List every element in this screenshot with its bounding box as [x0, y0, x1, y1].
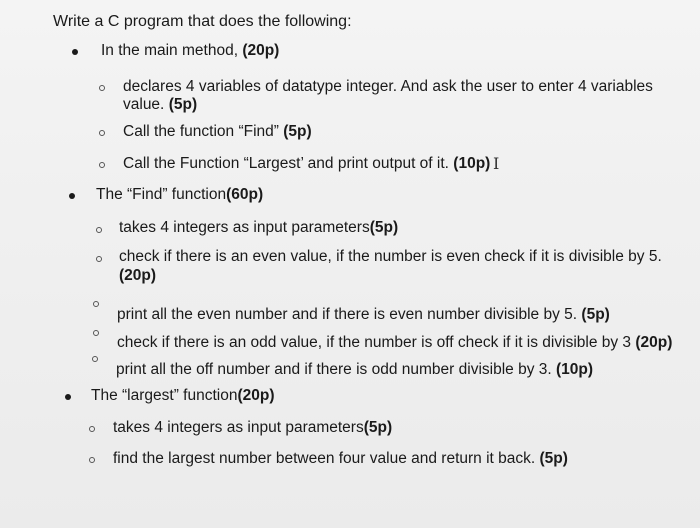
item-text: print all the off number and if there is odd number divisible by 3. — [116, 361, 552, 378]
section-largest-function-heading — [91, 385, 275, 406]
main-bullet-3 — [65, 394, 71, 400]
item-text: takes 4 integers as input parameters — [113, 419, 364, 436]
points-label: (10p) — [556, 361, 594, 378]
item-text: takes 4 integers as input parameters — [119, 219, 370, 236]
points-label: (5p) — [283, 123, 312, 140]
main-bullet-2 — [69, 193, 75, 199]
item-text: print all the even number and if there is even number divisible by 5. — [117, 306, 578, 323]
points-label: (5p) — [581, 306, 610, 323]
sub-bullet — [96, 256, 102, 262]
sub-bullet — [93, 330, 99, 336]
section-main-method-heading — [101, 40, 279, 61]
points-label: (5p) — [363, 419, 393, 436]
item-text: value. — [123, 96, 165, 113]
item-call-largest — [123, 153, 490, 174]
item-call-find — [123, 121, 312, 142]
sub-bullet — [93, 301, 99, 307]
points-label: (5p) — [168, 96, 198, 113]
heading-text: The “largest” function — [91, 387, 238, 404]
points-label: (10p) — [453, 155, 491, 172]
item-text: Call the function “Find” — [123, 123, 279, 140]
sub-bullet — [99, 130, 105, 136]
item-text: Call the Function “Largest’ and print output of it. — [123, 155, 449, 172]
item-text: check if there is an odd value, if the number is off check if it is divisible by 3 — [117, 334, 632, 351]
item-check-odd — [117, 332, 672, 353]
heading-text: The “Find” function — [96, 186, 227, 203]
item-largest-inputs — [113, 417, 392, 438]
item-check-even-line1: check if there is an even value, if the number is even check if it is divisible by 5. — [119, 248, 662, 265]
heading-text: In the main method, — [101, 42, 238, 59]
item-find-inputs — [119, 217, 398, 238]
points-label: (5p) — [369, 219, 399, 236]
item-find-largest — [113, 448, 568, 469]
main-bullet-1 — [72, 49, 78, 55]
points-label: (60p) — [226, 186, 264, 203]
assignment-title: Write a C program that does the following: — [53, 13, 352, 30]
item-print-odd — [116, 359, 593, 380]
item-declare-variables-line2 — [123, 94, 197, 115]
sub-bullet — [89, 426, 95, 432]
sub-bullet — [89, 457, 95, 463]
item-print-even — [117, 304, 610, 325]
points-label: (20p) — [242, 42, 280, 59]
sub-bullet — [96, 227, 102, 233]
item-declare-variables-line1: declares 4 variables of datatype integer. And ask the user to enter 4 variables — [123, 78, 653, 95]
item-check-even-line2 — [119, 265, 156, 286]
points-label: (5p) — [539, 450, 568, 467]
sub-bullet — [99, 162, 105, 168]
points-label: (20p) — [119, 267, 157, 284]
sub-bullet — [92, 356, 98, 362]
text-cursor-icon: Ⅰ — [493, 154, 500, 173]
points-label: (20p) — [635, 334, 673, 351]
section-find-function-heading — [96, 184, 263, 205]
item-text: find the largest number between four value and return it back. — [113, 450, 536, 467]
sub-bullet — [99, 85, 105, 91]
points-label: (20p) — [237, 387, 275, 404]
